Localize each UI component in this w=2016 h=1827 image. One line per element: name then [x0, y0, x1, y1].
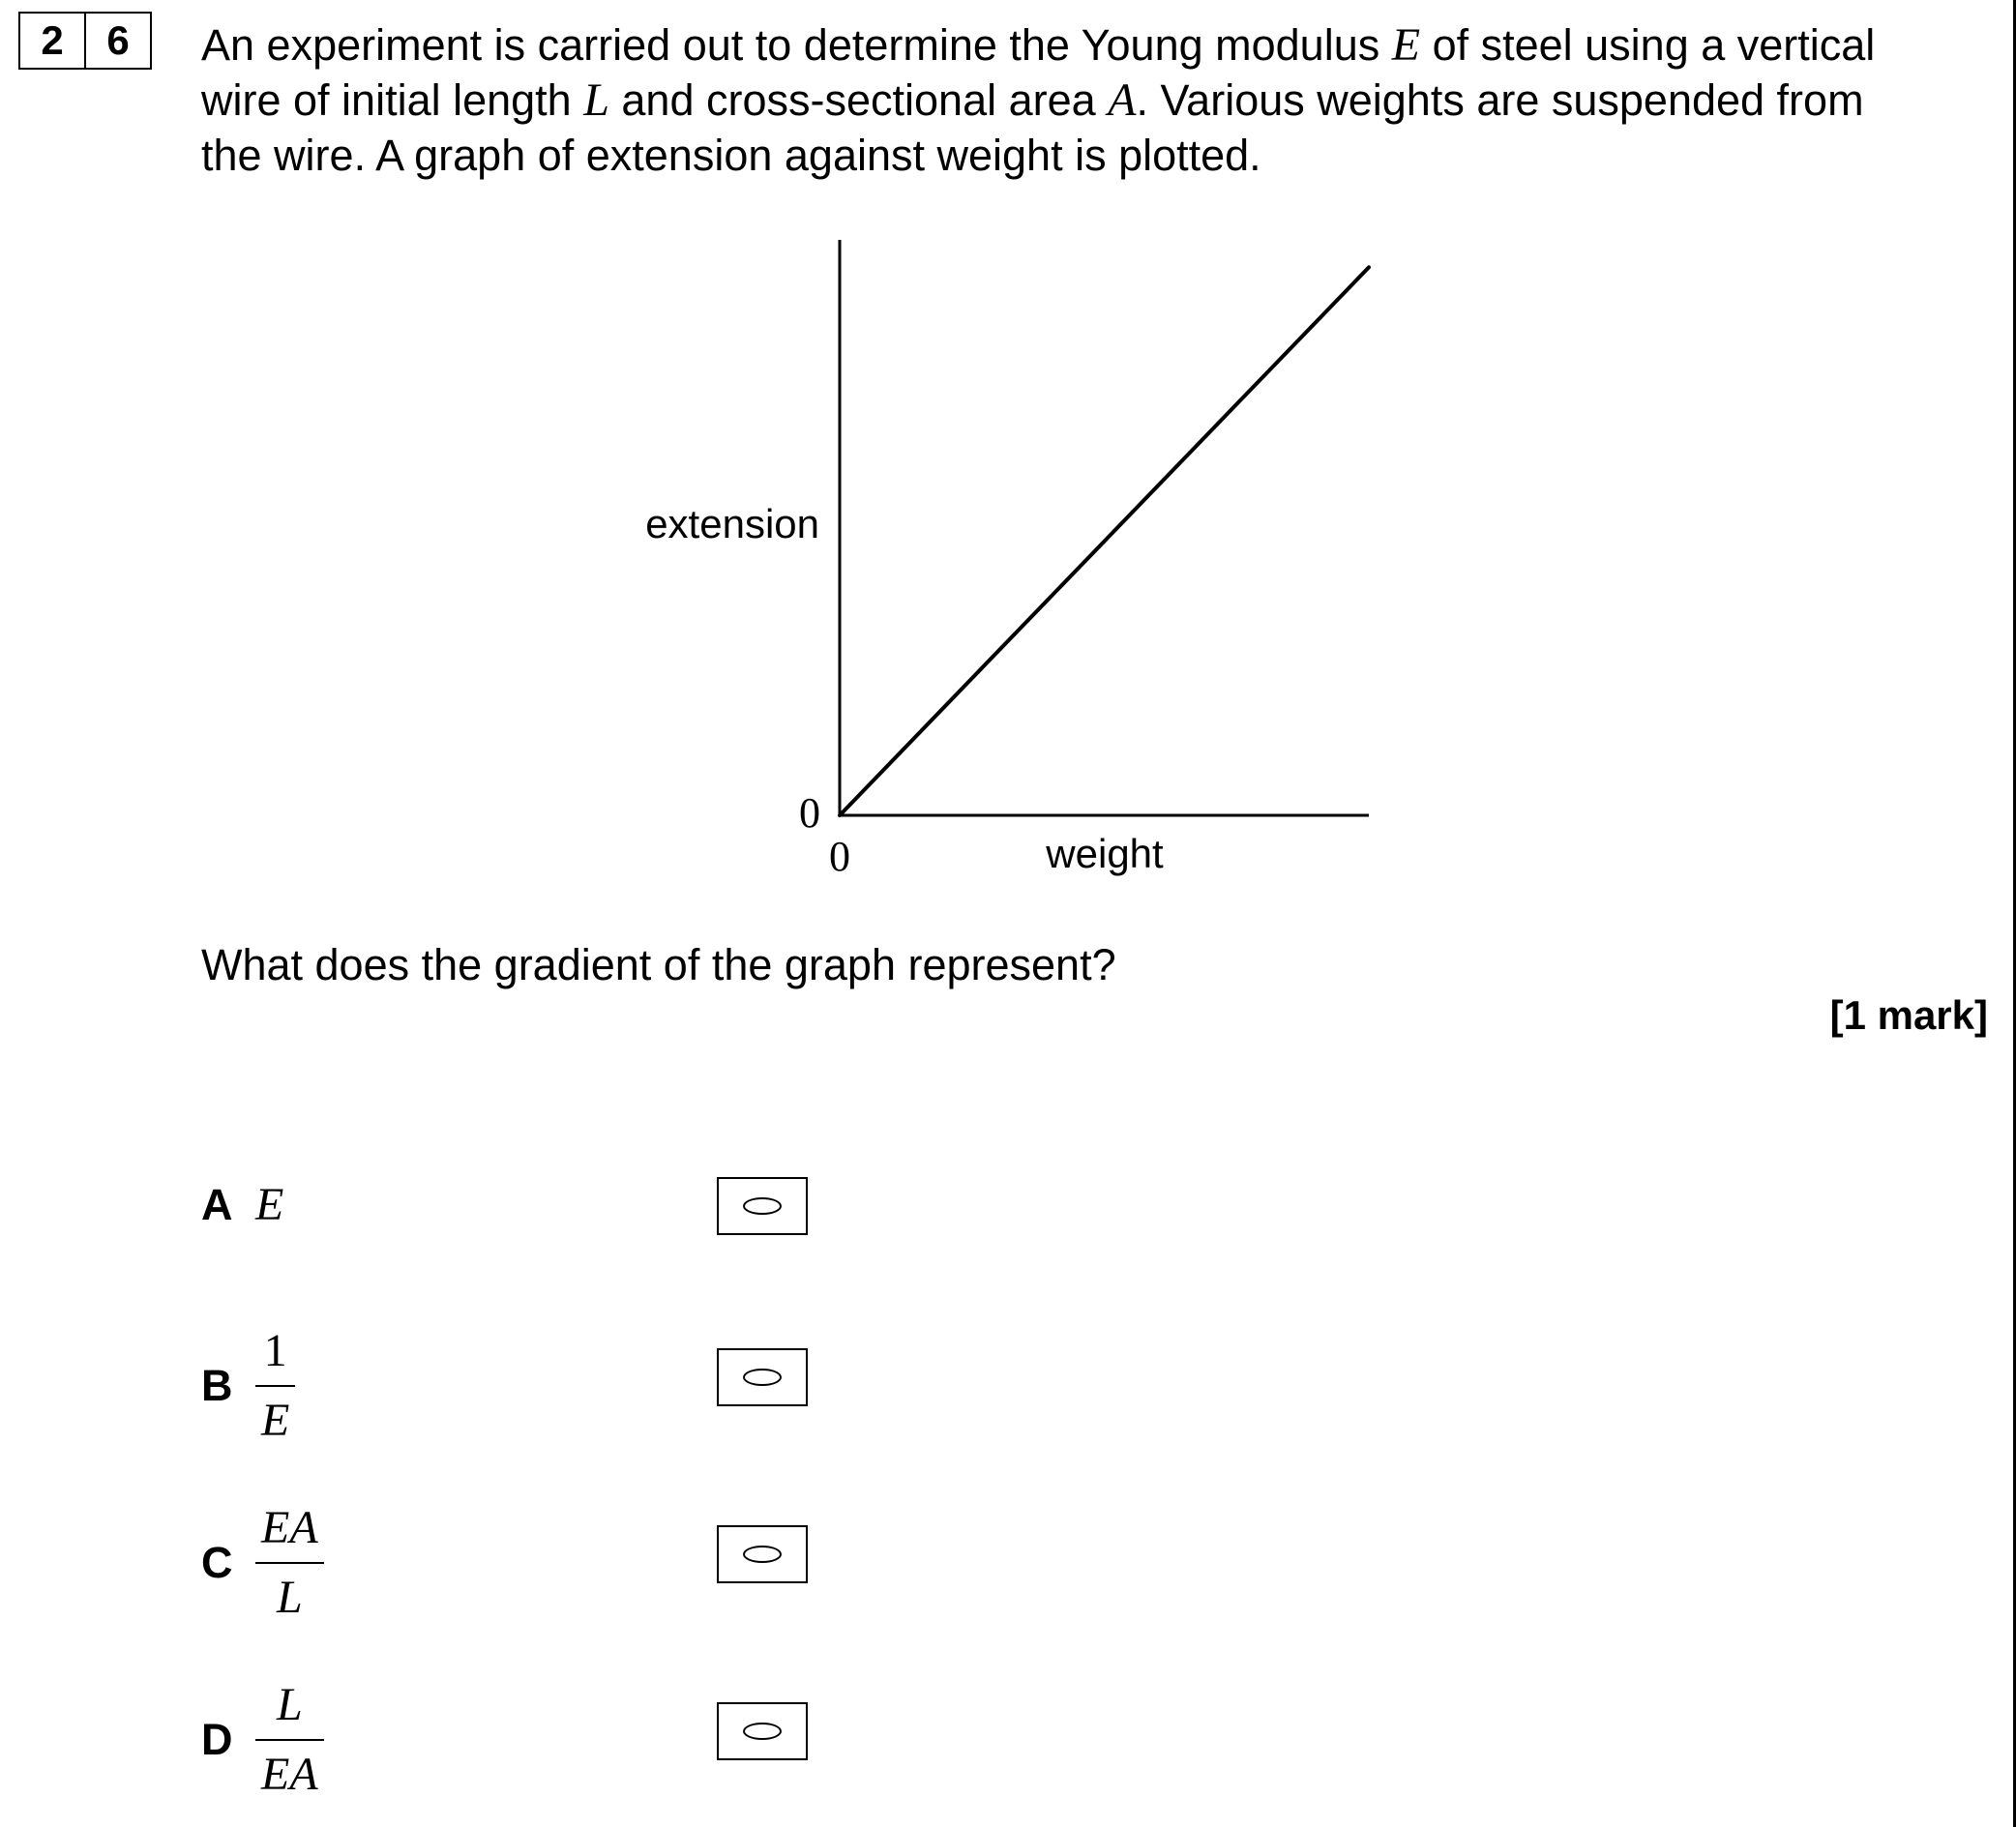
answer-oval-icon [743, 1197, 782, 1215]
option-c [201, 1500, 324, 1626]
option-a-letter: A [201, 1179, 233, 1229]
option-b-answer-box[interactable] [717, 1348, 808, 1406]
option-c-denominator: L [276, 1572, 303, 1623]
option-d-numerator: L [276, 1679, 303, 1730]
question-number-digit-1: 2 [41, 17, 64, 63]
option-b [201, 1323, 295, 1449]
option-a [201, 1178, 283, 1231]
option-b-denominator: E [261, 1395, 290, 1446]
stem-line-3: the wire. A graph of extension against weight is plotted. [201, 131, 1261, 180]
option-d [201, 1677, 324, 1803]
y-axis-label: extension [645, 501, 819, 546]
option-c-fraction [255, 1500, 324, 1626]
option-d-fraction [255, 1677, 324, 1803]
fraction-bar [255, 1385, 295, 1387]
option-a-expression: E [255, 1179, 284, 1230]
option-d-denominator: EA [261, 1749, 318, 1800]
option-c-numerator: EA [261, 1502, 318, 1553]
stem-text: and cross-sectional area [608, 75, 1109, 125]
fraction-bar [255, 1739, 324, 1741]
question-prompt: What does the gradient of the graph represent? [201, 940, 1116, 989]
question-number-digit-2: 6 [84, 14, 150, 68]
symbol-L: L [583, 74, 609, 126]
stem-text: An experiment is carried out to determine the Young modulus [201, 20, 1392, 70]
stem-text: wire of initial length [201, 75, 584, 125]
symbol-A: A [1108, 74, 1137, 126]
option-b-letter: B [201, 1361, 233, 1410]
x-origin-label: 0 [829, 833, 850, 880]
option-d-answer-box[interactable] [717, 1702, 808, 1760]
option-c-answer-box[interactable] [717, 1525, 808, 1583]
answer-oval-icon [743, 1723, 782, 1740]
extension-weight-graph [0, 0, 2016, 909]
y-origin-label: 0 [799, 789, 820, 837]
data-line [840, 267, 1369, 815]
option-b-fraction [255, 1323, 295, 1449]
mark-allocation: [1 mark] [1829, 992, 1988, 1038]
stem-text: of steel using a vertical [1420, 20, 1876, 70]
answer-oval-icon [743, 1546, 782, 1563]
option-d-letter: D [201, 1715, 233, 1764]
symbol-E: E [1391, 19, 1421, 71]
x-axis-label: weight [1046, 831, 1164, 876]
answer-oval-icon [743, 1369, 782, 1386]
option-c-letter: C [201, 1538, 233, 1587]
option-b-numerator: 1 [263, 1325, 287, 1376]
stem-text: . Various weights are suspended from [1136, 75, 1864, 125]
option-a-answer-box[interactable] [717, 1177, 808, 1235]
fraction-bar [255, 1562, 324, 1564]
